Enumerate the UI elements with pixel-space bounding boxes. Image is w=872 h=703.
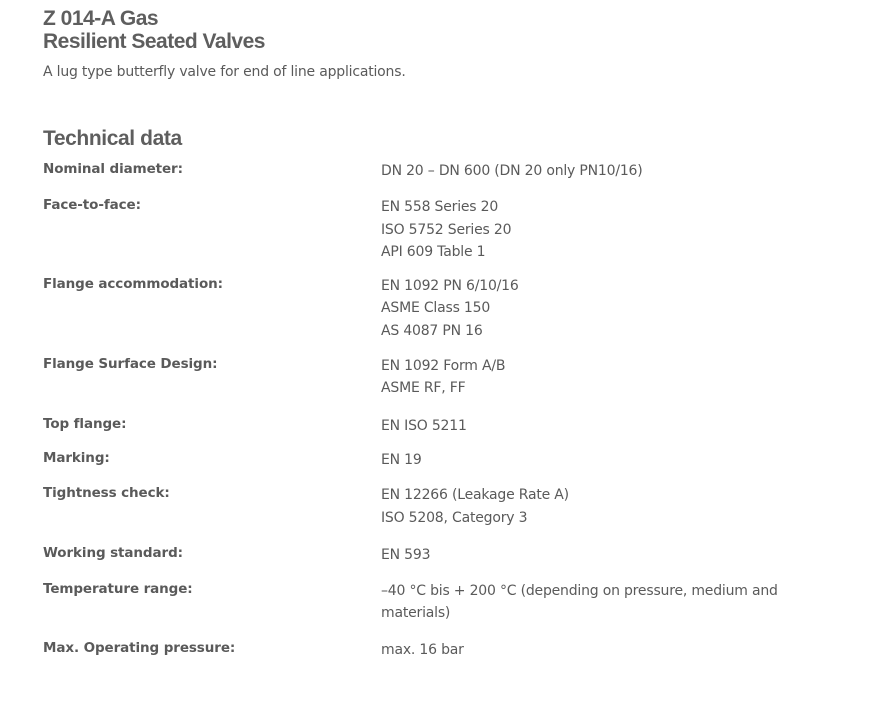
spec-value: EN 593 (381, 546, 431, 563)
spec-values (381, 415, 843, 437)
spec-value: DN 20 – DN 600 (DN 20 only PN10/16) (381, 163, 643, 179)
spec-row (43, 196, 843, 263)
spec-values (381, 484, 843, 529)
spec-value: EN ISO 5211 (381, 417, 467, 434)
spec-label: Face-to-face: (43, 197, 141, 214)
technical-data-table (43, 160, 843, 661)
spec-label: Flange Surface Design: (43, 356, 218, 373)
spec-value: ISO 5752 Series 20 (381, 221, 512, 238)
spec-label: Working standard: (43, 544, 183, 561)
spec-values (381, 355, 843, 400)
spec-values (381, 639, 843, 661)
spec-values (381, 544, 843, 566)
spec-row (43, 544, 843, 566)
spec-value: EN 19 (381, 451, 422, 468)
spec-value: API 609 Table 1 (381, 243, 486, 260)
spec-row (43, 580, 843, 625)
spec-row (43, 449, 843, 471)
spec-value: –40 °C bis + 200 °C (depending on pressure, medium and materials) (381, 583, 778, 622)
spec-value: ASME Class 150 (381, 300, 491, 317)
spec-values (381, 580, 843, 625)
spec-row (43, 639, 843, 661)
spec-values (381, 160, 843, 182)
spec-value: AS 4087 PN 16 (381, 322, 483, 339)
spec-row (43, 275, 843, 342)
spec-label: Nominal diameter: (43, 161, 183, 177)
spec-value: ISO 5208, Category 3 (381, 509, 528, 526)
spec-label: Max. Operating pressure: (43, 639, 236, 656)
spec-label: Tightness check: (43, 485, 170, 502)
spec-label: Temperature range: (43, 581, 193, 598)
spec-row (43, 415, 843, 437)
spec-value: max. 16 bar (381, 641, 464, 658)
page-title (43, 7, 872, 53)
spec-label: Flange accommodation: (43, 276, 223, 293)
spec-value: EN 1092 Form A/B (381, 358, 506, 375)
spec-row (43, 355, 843, 400)
spec-label: Marking: (43, 449, 110, 466)
spec-label: Top flange: (43, 415, 127, 432)
title-line-2: Resilient Seated Valves (43, 30, 265, 53)
spec-value: EN 1092 PN 6/10/16 (381, 278, 519, 295)
spec-row (43, 484, 843, 529)
spec-value: ASME RF, FF (381, 380, 466, 397)
spec-values (381, 196, 843, 263)
spec-value: EN 12266 (Leakage Rate A) (381, 487, 569, 504)
technical-data-heading: Technical data (43, 127, 182, 150)
spec-row (43, 160, 843, 182)
spec-value: EN 558 Series 20 (381, 199, 499, 216)
spec-values (381, 449, 843, 471)
spec-values (381, 275, 843, 342)
product-description: A lug type butterfly valve for end of line applications. (43, 64, 406, 80)
title-line-1: Z 014-A Gas (43, 7, 159, 30)
